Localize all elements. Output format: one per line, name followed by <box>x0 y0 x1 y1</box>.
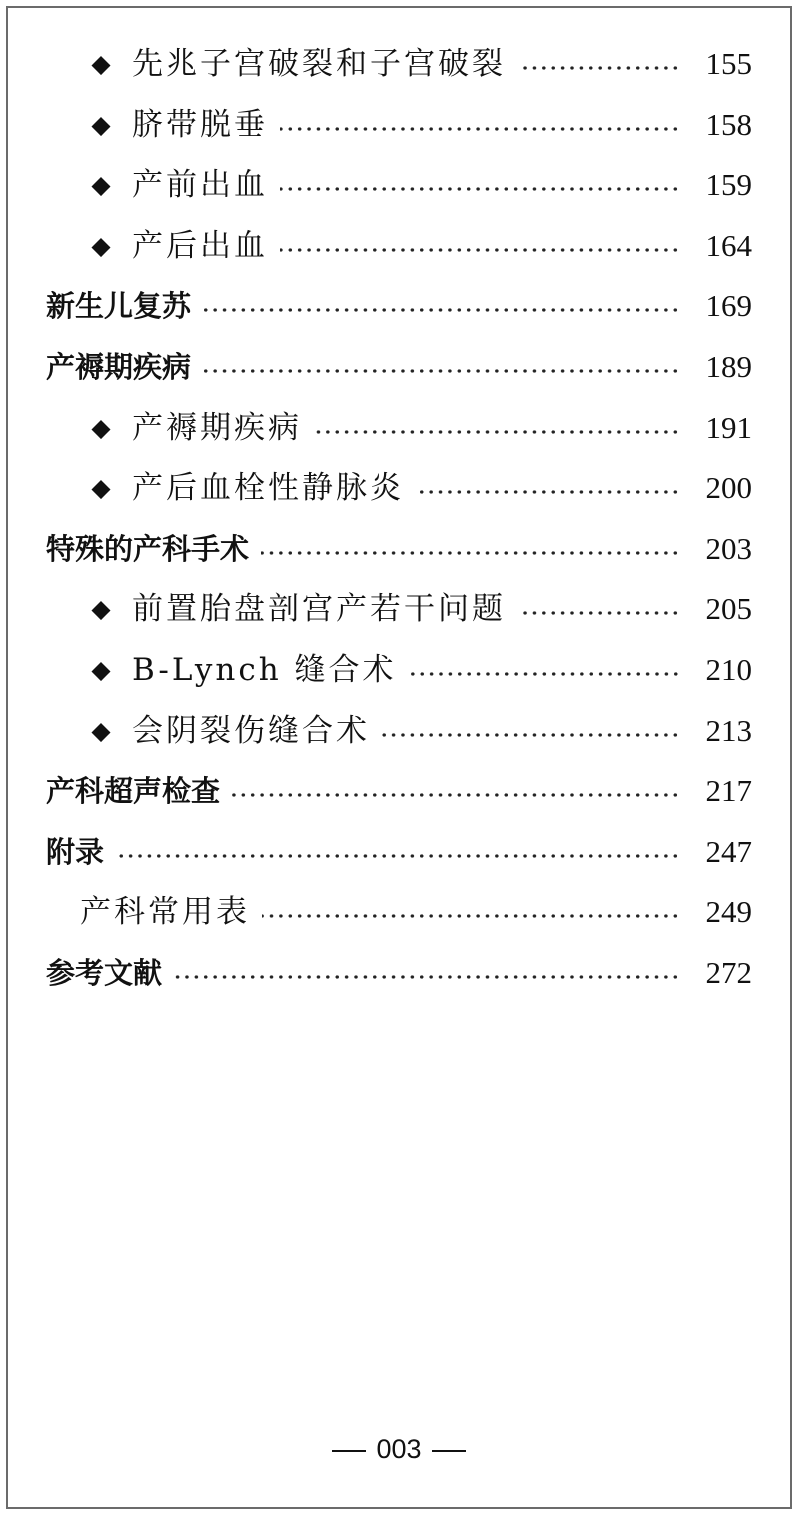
dot-leader <box>203 368 680 374</box>
toc-section-entry[interactable] <box>86 99 752 151</box>
toc-chapter-entry[interactable] <box>46 826 752 878</box>
toc-entry-page-number: 191 <box>705 409 752 445</box>
toc-entry-title: 特殊的产科手术 <box>46 531 250 566</box>
toc-section-entry[interactable] <box>86 644 752 696</box>
dot-leader <box>280 186 680 192</box>
dot-leader <box>280 126 680 132</box>
toc-entry-title: 产褥期疾病 <box>46 350 192 384</box>
toc-page <box>6 6 792 1509</box>
toc-entry-page-number: 272 <box>705 955 752 990</box>
dot-leader <box>116 853 680 859</box>
dot-leader <box>174 974 680 980</box>
toc-entry-title: 产褥期疾病 <box>132 409 302 446</box>
dot-leader <box>382 732 680 738</box>
toc-entry-page-number: 200 <box>705 470 752 506</box>
toc-entry-title: 新生儿复苏 <box>46 289 192 324</box>
toc-section-entry[interactable] <box>86 159 752 211</box>
toc-entry-page-number: 217 <box>705 773 752 809</box>
toc-entry-title: B-Lynch 缝合术 <box>132 652 397 688</box>
toc-entry-title: 前置胎盘剖宫产若干问题 <box>132 591 506 628</box>
toc-entry-title: 先兆子宫破裂和子宫破裂 <box>132 46 506 82</box>
toc-section-entry[interactable] <box>86 462 752 514</box>
toc-entry-page-number: 169 <box>705 288 752 324</box>
toc-entry-title: 附录 <box>46 834 105 869</box>
toc-section-entry[interactable] <box>86 38 752 90</box>
toc-entry-page-number: 210 <box>705 652 752 687</box>
dot-leader <box>232 792 680 798</box>
dot-leader <box>203 307 680 313</box>
diamond-bullet-icon: ◆ <box>91 230 111 260</box>
toc-entry-page-number: 159 <box>705 167 752 203</box>
toc-entry-page-number: 205 <box>705 591 752 627</box>
diamond-bullet-icon: ◆ <box>91 715 111 745</box>
dot-leader <box>518 65 680 71</box>
toc-section-entry[interactable] <box>86 402 752 454</box>
toc-entry-title: 产后出血 <box>132 227 268 264</box>
toc-chapter-entry[interactable] <box>46 947 752 999</box>
toc-entry-page-number: 164 <box>705 227 752 263</box>
dot-leader <box>314 429 680 435</box>
toc-section-entry[interactable] <box>86 583 752 635</box>
toc-chapter-entry[interactable] <box>46 280 752 332</box>
toc-entry-title: 会阴裂伤缝合术 <box>132 712 370 749</box>
toc-entry-page-number: 249 <box>705 894 752 930</box>
toc-entry-title: 参考文献 <box>46 956 163 990</box>
toc-entry-title: 产前出血 <box>132 167 268 204</box>
footer-dash-right <box>432 1450 466 1452</box>
dot-leader <box>409 671 680 677</box>
toc-entry-page-number: 247 <box>705 833 752 869</box>
footer-dash-left <box>332 1450 366 1452</box>
toc-entry-title: 产后血栓性静脉炎 <box>132 470 404 507</box>
diamond-bullet-icon: ◆ <box>91 594 111 624</box>
dot-leader <box>261 550 680 556</box>
toc-section-entry[interactable] <box>86 705 752 757</box>
diamond-bullet-icon: ◆ <box>91 170 111 200</box>
diamond-bullet-icon: ◆ <box>91 49 111 78</box>
dot-leader <box>518 610 680 616</box>
toc-chapter-entry[interactable] <box>46 523 752 575</box>
diamond-bullet-icon: ◆ <box>91 473 111 503</box>
toc-chapter-entry[interactable] <box>46 765 752 817</box>
toc-entry-page-number: 158 <box>705 106 752 142</box>
diamond-bullet-icon: ◆ <box>91 412 111 442</box>
dot-leader <box>262 913 680 919</box>
dot-leader <box>416 489 680 495</box>
toc-chapter-entry[interactable] <box>46 341 752 393</box>
diamond-bullet-icon: ◆ <box>91 655 111 684</box>
dot-leader <box>280 247 680 253</box>
toc-entry-page-number: 203 <box>705 530 752 566</box>
toc-entry-title: 脐带脱垂 <box>132 106 268 143</box>
toc-entry-page-number: 155 <box>705 46 752 81</box>
toc-entry-title: 产科超声检查 <box>46 774 221 809</box>
footer-page-number: 003 <box>376 1434 422 1464</box>
diamond-bullet-icon: ◆ <box>91 109 111 139</box>
toc-section-entry[interactable] <box>86 220 752 272</box>
toc-entry-page-number: 213 <box>705 712 752 748</box>
toc-entry-page-number: 189 <box>705 349 752 384</box>
page-footer <box>8 1434 790 1465</box>
toc-entry-title: 产科常用表 <box>80 894 250 931</box>
toc-section-entry[interactable] <box>80 886 752 938</box>
